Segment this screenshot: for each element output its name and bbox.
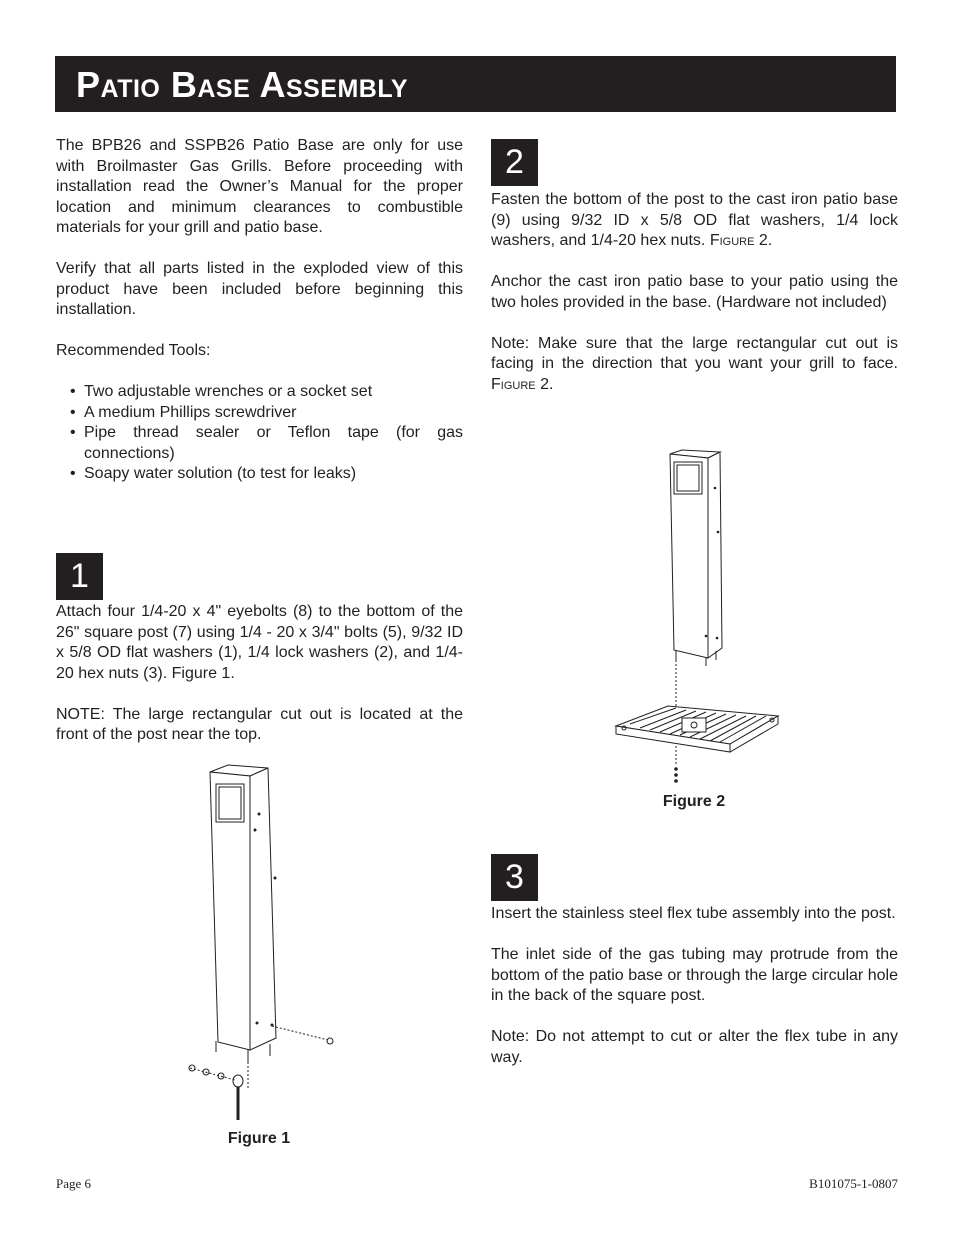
list-item: • Pipe thread sealer or Teflon tape (for gas connections) — [56, 423, 463, 464]
figure-1-caption: Figure 1 — [227, 1130, 291, 1147]
step2-section — [491, 190, 898, 395]
figure-2-caption: Figure 2 — [662, 793, 726, 810]
figure-1-illustration — [180, 760, 340, 1125]
step3-instructions: Insert the stainless steel flex tube assembly into the post. — [491, 905, 896, 922]
step3-note: Note: Do not attempt to cut or alter the flex tube in any way. — [491, 1028, 898, 1066]
tools-heading: Recommended Tools: — [56, 342, 211, 359]
post-cutout — [674, 462, 702, 494]
post-side-face — [708, 452, 722, 658]
tools-list — [56, 382, 463, 485]
post-side-face — [250, 768, 276, 1050]
post-cutout — [216, 784, 244, 822]
step1-section — [56, 602, 463, 746]
page-number: Page 6 — [56, 1176, 92, 1191]
intro-section — [56, 136, 463, 485]
list-item: • A medium Phillips screwdriver — [56, 403, 463, 424]
step3-section — [491, 904, 898, 1068]
figure-reference: Figure — [491, 375, 536, 393]
page-title: Patio Base Assembly — [76, 64, 408, 105]
figure-reference-number: 2. — [540, 375, 554, 393]
title-bar — [55, 56, 896, 112]
step2-note-text: Note: Make sure that the large rectangular cut out is facing in the direction that you want your grill to face. — [491, 334, 898, 372]
step2-instructions-text: Fasten the bottom of the post to the cast iron patio base (9) using 9/32 ID x 5/8 OD flat washers, 1/4 lock washers, and 1/4-20 hex nuts. — [491, 191, 898, 249]
step1-note: NOTE: The large rectangular cut out is located at the front of the post near the top. — [56, 705, 463, 743]
step-number-2: 2 — [491, 139, 538, 186]
figure-2-illustration — [610, 446, 785, 791]
step2-note — [491, 334, 898, 396]
step-number-3: 3 — [491, 854, 538, 901]
document-number: B101075-1-0807 — [809, 1176, 898, 1191]
intro-paragraph: The BPB26 and SSPB26 Patio Base are only for use with Broilmaster Gas Grills. Before proceeding with installation read the Owner’s Manual for the proper location and minimum clearances to combustible materials for your grill and patio base. — [56, 137, 463, 236]
step1-instructions: Attach four 1/4-20 x 4" eyebolts (8) to the bottom of the 26" square post (7) using 1/4 - 20 x 3/4" bolts (5), 9/32 ID x 5/8 OD flat washers (1), 1/4 lock washers (2), and 1/4-20 hex nuts (3). Figure 1. — [56, 603, 463, 682]
step-number-1: 1 — [56, 553, 103, 600]
step2-instructions — [491, 190, 898, 252]
list-item: • Two adjustable wrenches or a socket set — [56, 382, 463, 403]
figure-reference-number: 2. — [758, 232, 773, 249]
step3-inlet-text: The inlet side of the gas tubing may protrude from the bottom of the patio base or through the large circular hole in the back of the square post. — [491, 946, 898, 1004]
verify-paragraph: Verify that all parts listed in the exploded view of this product have been included before beginning this installation. — [56, 260, 463, 318]
list-item: • Soapy water solution (to test for leaks) — [56, 464, 463, 485]
figure-reference: Figure — [709, 232, 755, 249]
step2-anchor-text: Anchor the cast iron patio base to your patio using the two holes provided in the base. (Hardware not included) — [491, 273, 898, 311]
